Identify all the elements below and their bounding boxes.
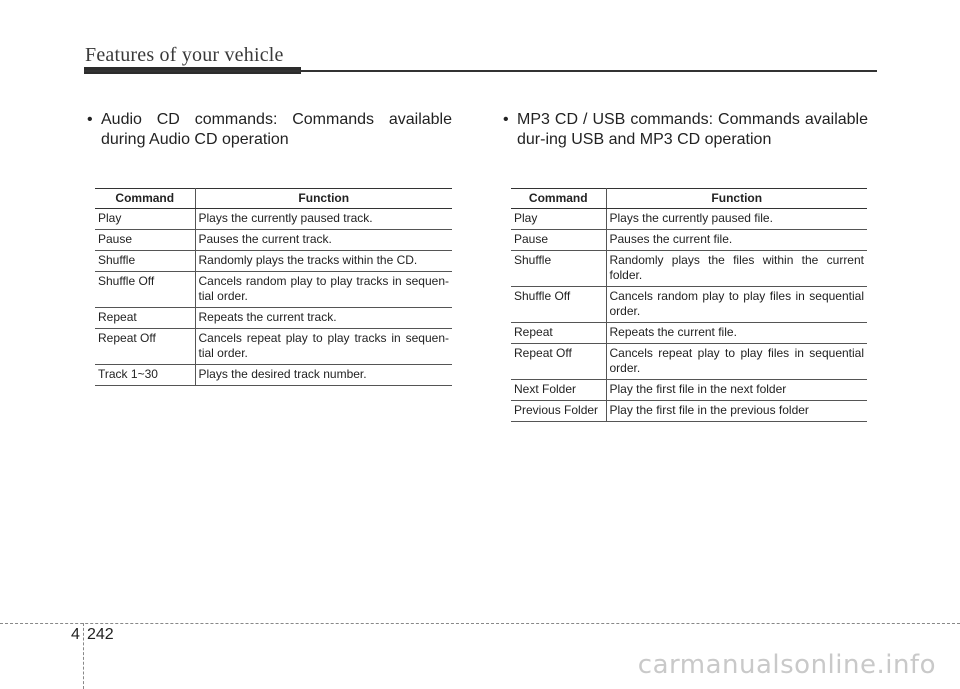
audio-cd-intro-text: Audio CD commands: Commands available during Audio CD operation — [101, 111, 452, 148]
table-row — [95, 251, 452, 272]
command-cell: Track 1~30 — [95, 365, 195, 386]
table-row — [511, 287, 867, 323]
page-number — [71, 626, 114, 644]
table-row — [511, 401, 867, 422]
table-row — [511, 380, 867, 401]
command-cell: Pause — [511, 230, 606, 251]
audio-cd-section — [81, 110, 452, 386]
watermark: carmanualsonline.info — [637, 650, 936, 680]
table-row — [95, 209, 452, 230]
table-row — [95, 308, 452, 329]
command-cell: Shuffle Off — [511, 287, 606, 323]
page-number-value: 242 — [87, 626, 114, 643]
page-header-title: Features of your vehicle — [85, 44, 284, 66]
function-cell: Cancels repeat play to play tracks in sequen-tial order. — [195, 329, 452, 365]
function-cell: Randomly plays the files within the current folder. — [606, 251, 867, 287]
mp3-usb-intro-text: MP3 CD / USB commands: Commands available dur-ing USB and MP3 CD operation — [517, 111, 868, 148]
command-cell: Play — [511, 209, 606, 230]
function-cell: Repeats the current track. — [195, 308, 452, 329]
command-cell: Shuffle — [95, 251, 195, 272]
command-cell: Shuffle — [511, 251, 606, 287]
command-cell: Shuffle Off — [95, 272, 195, 308]
function-cell: Play the first file in the next folder — [606, 380, 867, 401]
function-cell: Randomly plays the tracks within the CD. — [195, 251, 452, 272]
table-row — [511, 323, 867, 344]
bullet-icon: • — [503, 111, 509, 128]
table-row — [95, 365, 452, 386]
table-row — [511, 230, 867, 251]
function-cell: Cancels repeat play to play files in sequential order. — [606, 344, 867, 380]
function-cell: Plays the currently paused file. — [606, 209, 867, 230]
table-row — [95, 230, 452, 251]
function-cell: Play the first file in the previous folder — [606, 401, 867, 422]
table-row — [511, 209, 867, 230]
function-cell: Plays the currently paused track. — [195, 209, 452, 230]
function-cell: Cancels random play to play tracks in sequen-tial order. — [195, 272, 452, 308]
command-cell: Play — [95, 209, 195, 230]
table-row — [95, 329, 452, 365]
table-header-row — [95, 189, 452, 209]
command-cell: Repeat Off — [95, 329, 195, 365]
footer-dashed-rule — [0, 623, 960, 624]
audio-cd-commands-table — [95, 188, 452, 386]
command-cell: Repeat Off — [511, 344, 606, 380]
column-header-function: Function — [195, 189, 452, 209]
mp3-usb-section — [497, 110, 868, 422]
table-row — [95, 272, 452, 308]
column-header-command: Command — [95, 189, 195, 209]
function-cell: Pauses the current file. — [606, 230, 867, 251]
function-cell: Repeats the current file. — [606, 323, 867, 344]
audio-cd-intro — [81, 110, 452, 150]
column-header-command: Command — [511, 189, 606, 209]
function-cell: Cancels random play to play files in sequential order. — [606, 287, 867, 323]
table-row — [511, 344, 867, 380]
table-row — [511, 251, 867, 287]
column-header-function: Function — [606, 189, 867, 209]
function-cell: Pauses the current track. — [195, 230, 452, 251]
header-rule — [84, 70, 877, 72]
mp3-usb-intro — [497, 110, 868, 150]
command-cell: Previous Folder — [511, 401, 606, 422]
command-cell: Pause — [95, 230, 195, 251]
mp3-usb-commands-table — [511, 188, 867, 422]
command-cell: Repeat — [95, 308, 195, 329]
function-cell: Plays the desired track number. — [195, 365, 452, 386]
command-cell: Next Folder — [511, 380, 606, 401]
section-number: 4 — [71, 626, 80, 643]
command-cell: Repeat — [511, 323, 606, 344]
bullet-icon: • — [87, 111, 93, 128]
table-header-row — [511, 189, 867, 209]
